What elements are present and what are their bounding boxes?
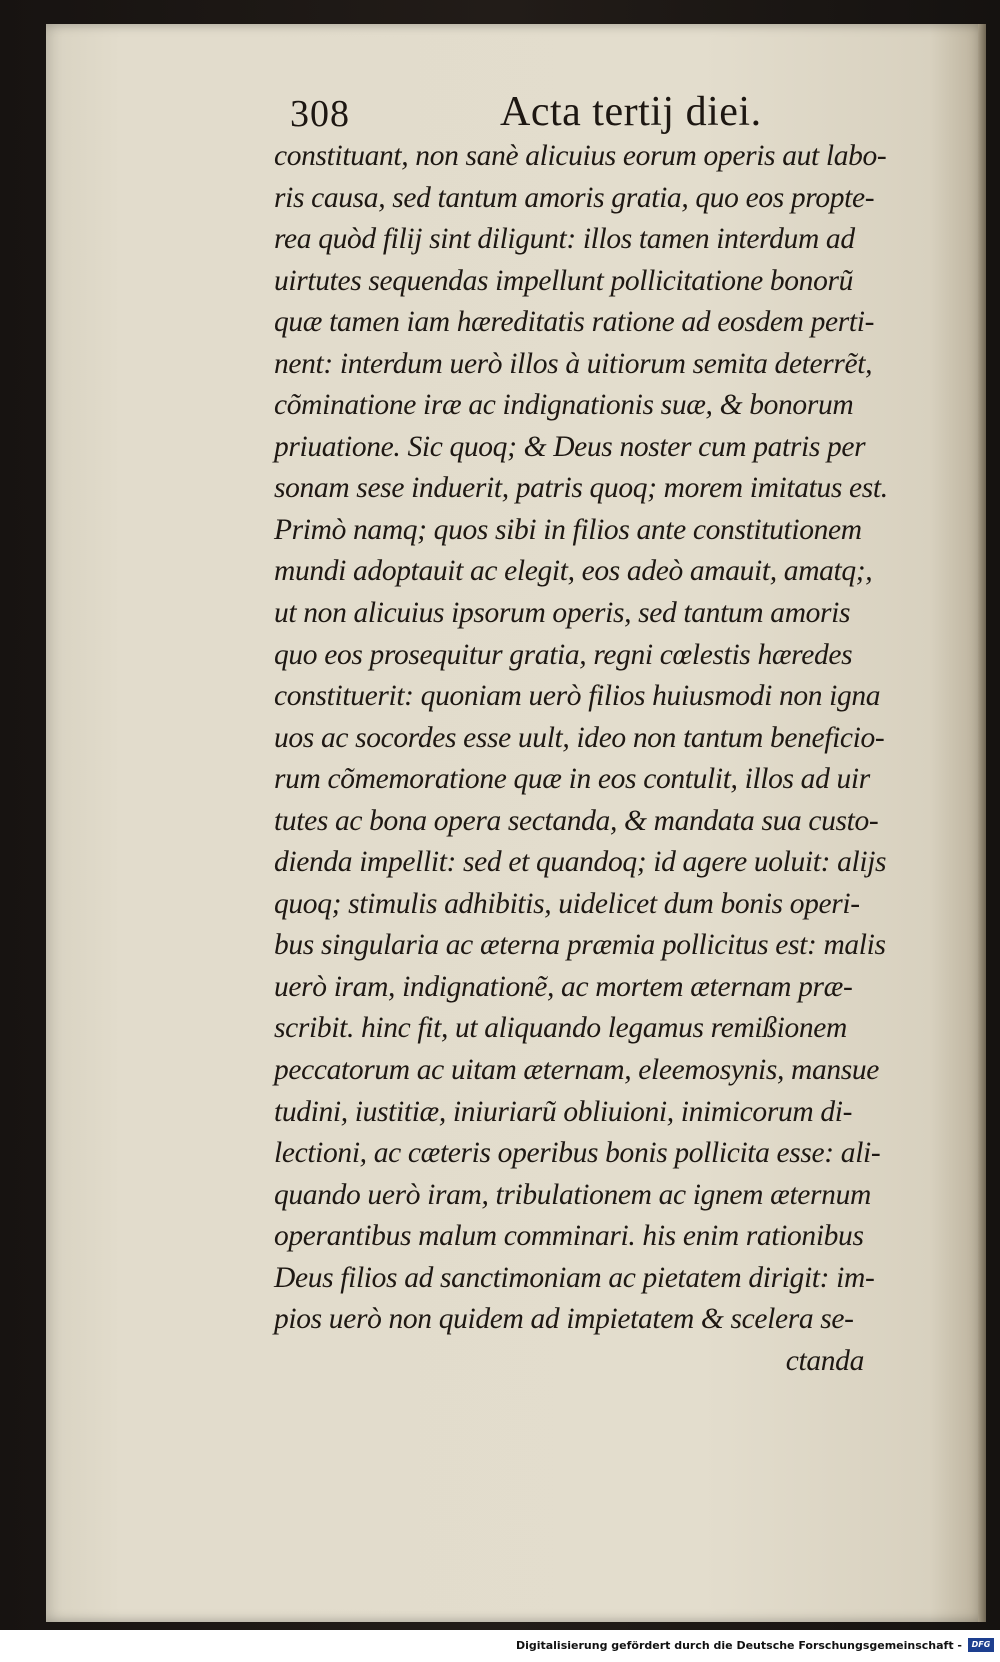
text-line: quo eos prosequitur gratia, regni cœlestis hæredes <box>274 638 853 671</box>
text-line: tudini, iustitiæ, iniuriarũ obliuioni, inimicorum di- <box>274 1095 853 1128</box>
text-line: Primò namq; quos sibi in filios ante constitutionem <box>274 513 862 546</box>
page-number: 308 <box>290 93 350 135</box>
text-line: ris causa, sed tantum amoris gratia, quo eos propte- <box>274 181 875 214</box>
text-line: mundi adoptauit ac elegit, eos adeò amauit, amatq;, <box>274 555 873 588</box>
catchword: ctanda <box>785 1344 864 1377</box>
text-line: dienda impellit: sed et quandoq; id agere uoluit: alijs <box>274 846 887 879</box>
text-line: sonam sese induerit, patris quoq; morem imitatus est. <box>274 472 888 505</box>
text-line: quoq; stimulis adhibitis, uidelicet dum bonis operi- <box>274 887 860 920</box>
text-line: uos ac socordes esse uult, ideo non tantum beneficio- <box>274 721 885 754</box>
text-line: uerò iram, indignationẽ, ac mortem æternam præ- <box>274 970 853 1003</box>
page-edge <box>978 24 986 1622</box>
text-line: operantibus malum comminari. his enim rationibus <box>274 1220 864 1253</box>
text-line: bus singularia ac æterna præmia pollicitus est: malis <box>274 929 886 962</box>
dfg-logo-icon: DFG <box>968 1638 994 1652</box>
text-line: quæ tamen iam hæreditatis ratione ad eosdem perti- <box>274 306 875 339</box>
text-line: Deus filios ad sanctimoniam ac pietatem dirigit: im- <box>274 1261 875 1294</box>
text-line: uirtutes sequendas impellunt pollicitatione bonorũ <box>274 264 854 297</box>
text-line: quando uerò iram, tribulationem ac ignem æternum <box>274 1178 871 1211</box>
body-text <box>274 136 934 1382</box>
text-line: rum cõmemoratione quæ in eos contulit, illos ad uir <box>274 763 870 796</box>
text-line: constituant, non sanè alicuius eorum operis aut labo- <box>274 140 887 172</box>
text-line: scribit. hinc fit, ut aliquando legamus remißionem <box>274 1012 848 1045</box>
footer-bar <box>0 1630 1000 1662</box>
text-line: nent: interdum uerò illos à uitiorum semita deterrẽt, <box>274 347 873 380</box>
text-line: priuatione. Sic quoq; & Deus noster cum patris per <box>274 430 866 463</box>
footer-credit: Digitalisierung gefördert durch die Deutsche Forschungsgemeinschaft - <box>515 1639 962 1652</box>
text-line: pios uerò non quidem ad impietatem & scelera se- <box>274 1303 854 1336</box>
page-header <box>290 88 850 138</box>
text-line: constituerit: quoniam uerò filios huiusmodi non igna <box>274 680 881 713</box>
text-line: tutes ac bona opera sectanda, & mandata sua custo- <box>274 804 879 837</box>
text-line: lectioni, ac cæteris operibus bonis pollicita esse: ali- <box>274 1137 881 1170</box>
text-line: ut non alicuius ipsorum operis, sed tantum amoris <box>274 597 851 630</box>
text-line: peccatorum ac uitam æternam, eleemosynis, mansue <box>274 1054 880 1087</box>
text-line: cõminatione iræ ac indignationis suæ, & bonorum <box>274 389 854 422</box>
text-line: rea quòd filij sint diligunt: illos tamen interdum ad <box>274 223 855 256</box>
running-head: Acta tertij diei. <box>500 89 762 135</box>
